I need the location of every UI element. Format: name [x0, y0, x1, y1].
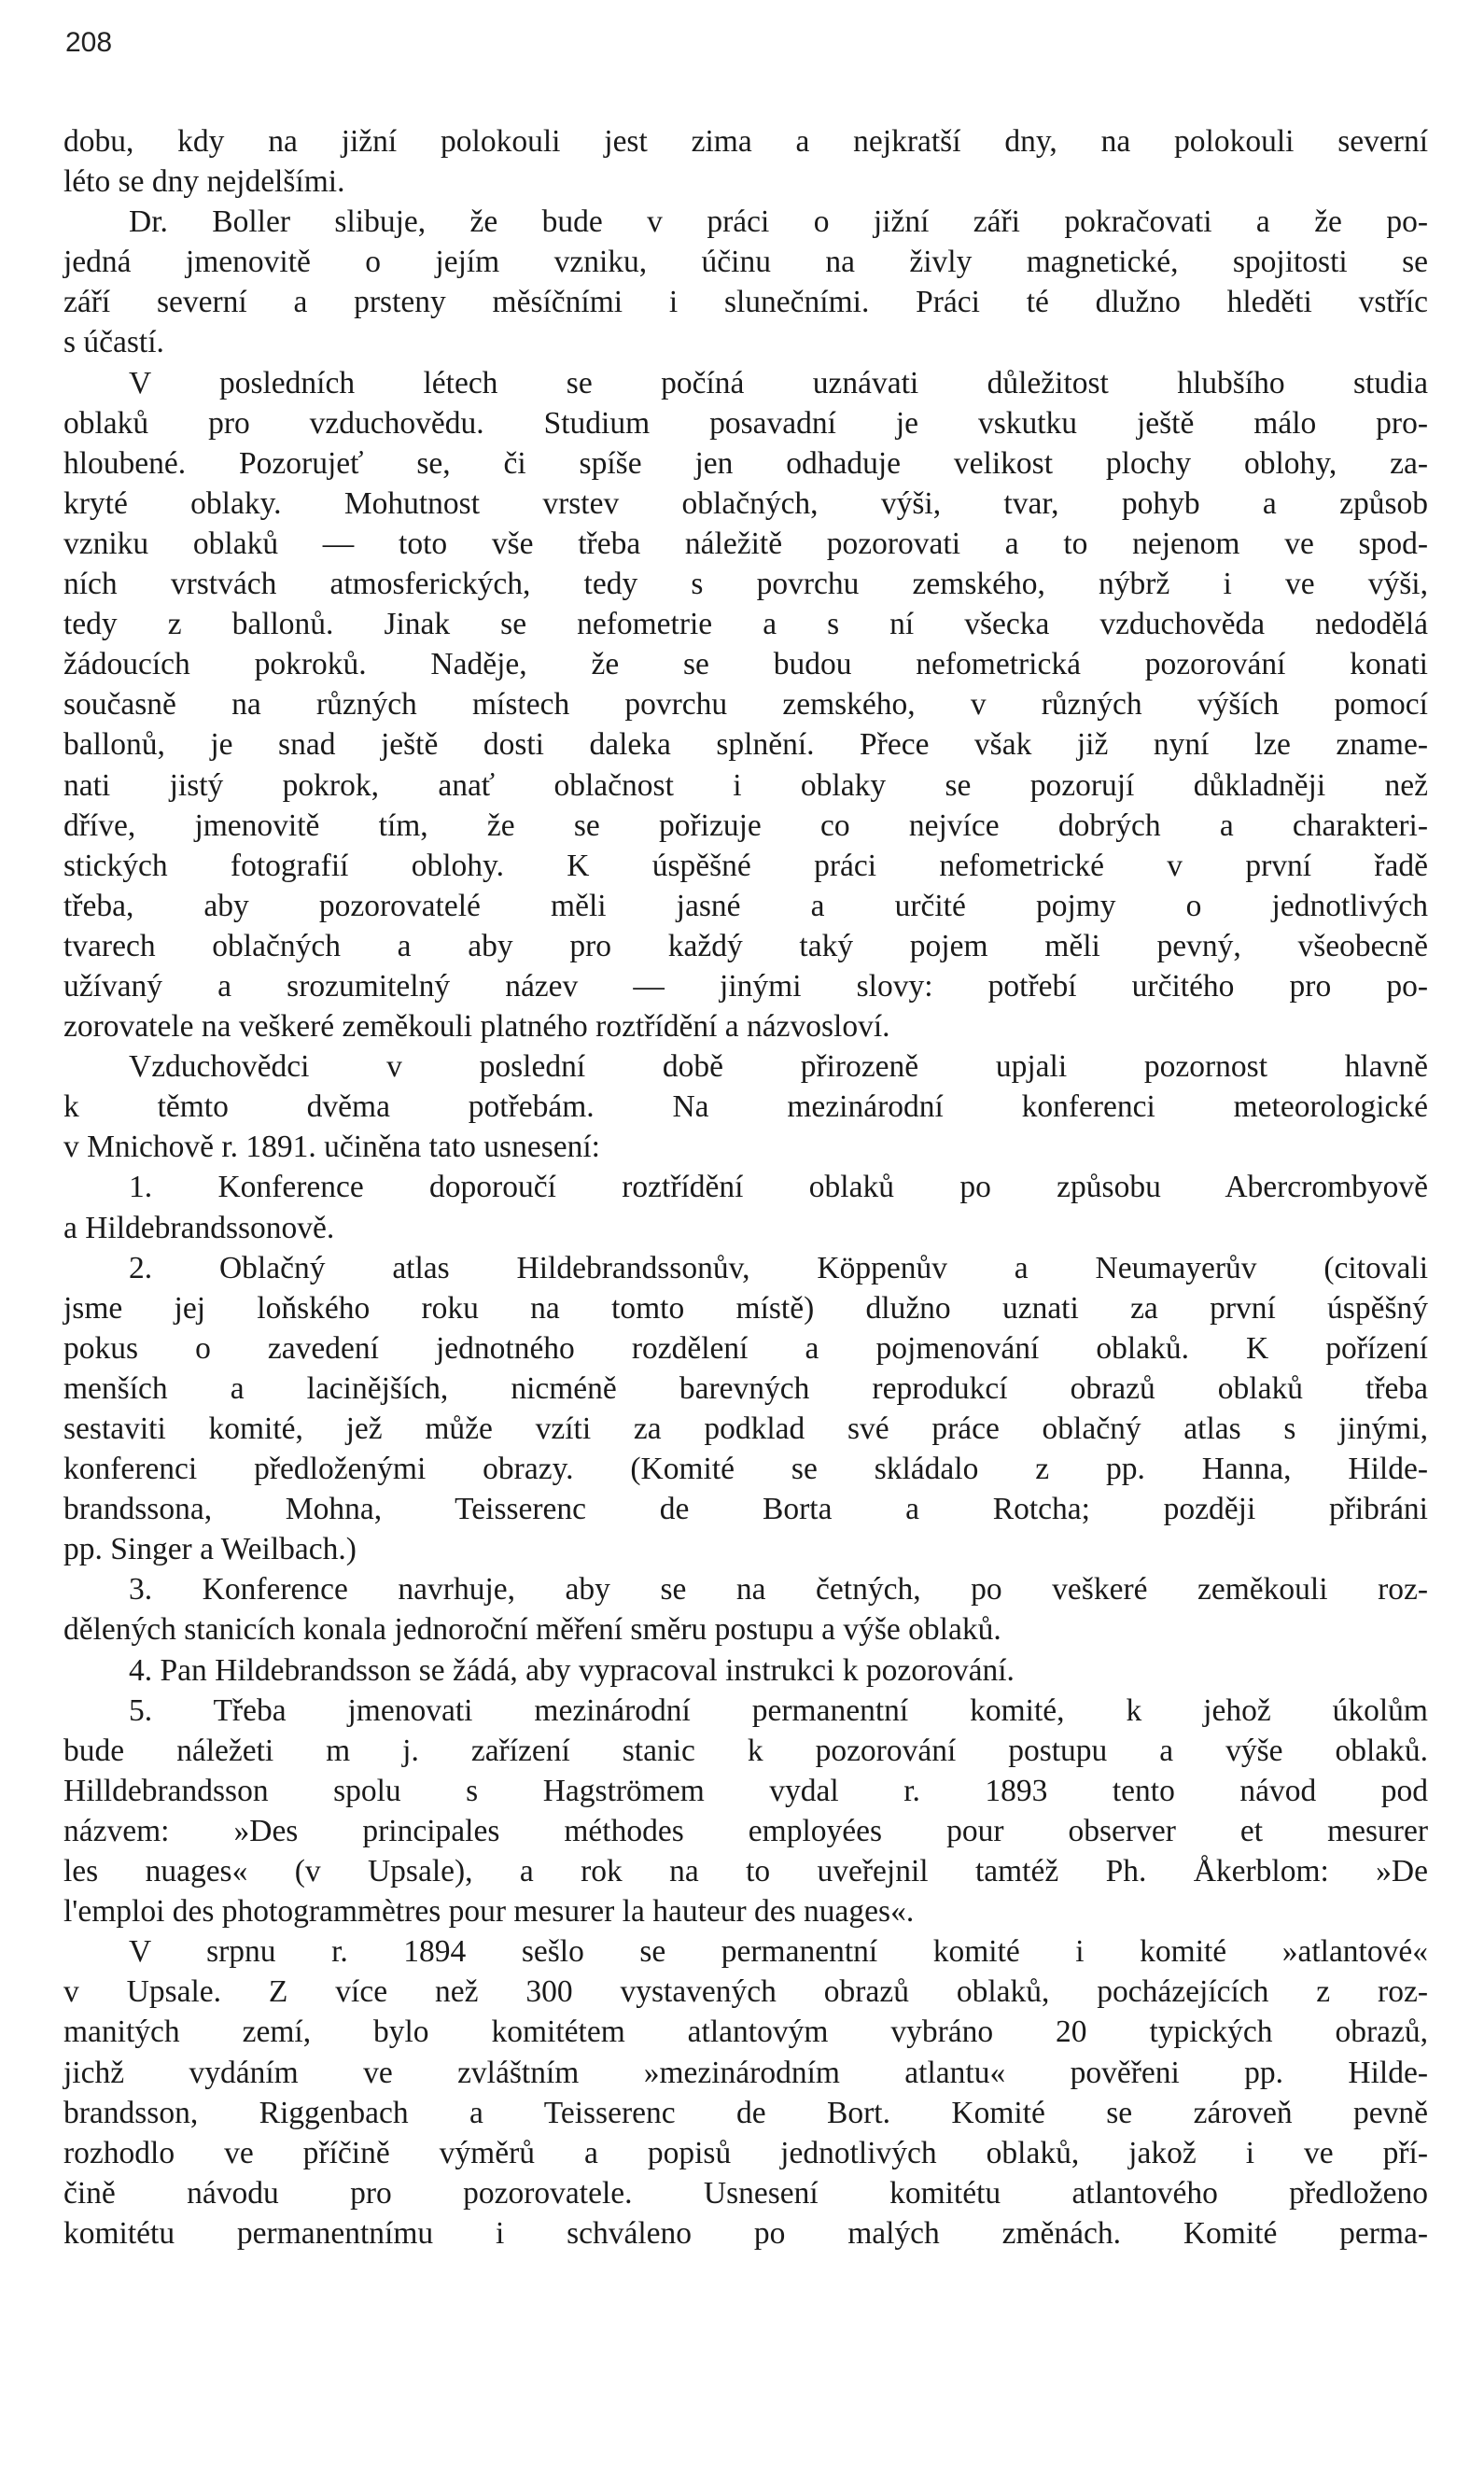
- text-line: a Hildebrandssonově.: [63, 1210, 335, 1245]
- text-line: vzniku oblaků — toto vše třeba náležitě pozorovati a to nejenom ve spod-: [63, 526, 1428, 561]
- text-line: 5. Třeba jmenovati mezinárodní permanentní komité, k jehož úkolům: [129, 1692, 1428, 1728]
- text-line: brandsson, Riggenbach a Teisserenc de Bort. Komité se zároveň pevně: [63, 2095, 1428, 2130]
- text-line: zorovatele na veškeré zeměkouli platného roztřídění a názvosloví.: [63, 1009, 890, 1045]
- text-line: hloubené. Pozorujeť se, či spíše jen odhaduje velikost plochy oblohy, za-: [63, 445, 1428, 481]
- text-line: užívaný a srozumitelný název — jinými slovy: potřebí určitého pro po-: [63, 968, 1428, 1004]
- text-line: V srpnu r. 1894 sešlo se permanentní komité i komité »atlantové«: [129, 1934, 1428, 1970]
- text-line: menších a lacinějších, nicméně barevných reprodukcí obrazů oblaků třeba: [63, 1370, 1428, 1406]
- page-number: 208: [65, 27, 113, 58]
- text-line: 1. Konference doporoučí roztřídění oblaků po způsobu Abercrombyově: [129, 1170, 1428, 1205]
- text-line: dříve, jmenovitě tím, že se pořizuje co nejvíce dobrých a charakteri-: [63, 807, 1428, 843]
- text-line: v Mnichově r. 1891. učiněna tato usnesení:: [63, 1130, 600, 1165]
- text-line: komitétu permanentnímu i schváleno po malých změnách. Komité perma-: [63, 2215, 1428, 2251]
- text-line: kryté oblaky. Mohutnost vrstev oblačných, výši, tvar, pohyb a způsob: [63, 485, 1428, 521]
- text-line: třeba, aby pozorovatelé měli jasné a určité pojmy o jednotlivých: [63, 888, 1428, 923]
- text-line: les nuages« (v Upsale), a rok na to uveřejnil tamtéž Ph. Åkerblom: »De: [63, 1854, 1428, 1889]
- text-line: jedná jmenovitě o jejím vzniku, účinu na živly magnetické, spojitosti se: [63, 245, 1428, 280]
- text-line: oblaků pro vzduchovědu. Studium posavadní je vskutku ještě málo pro-: [63, 405, 1428, 441]
- text-line: Hilldebrandsson spolu s Hagströmem vydal r. 1893 tento návod pod: [63, 1773, 1428, 1808]
- text-line: názvem: »Des principales méthodes employées pour observer et mesurer: [63, 1813, 1428, 1848]
- text-line: pp. Singer a Weilbach.): [63, 1532, 357, 1567]
- text-line: k těmto dvěma potřebám. Na mezinárodní konferenci meteorologické: [63, 1089, 1428, 1125]
- text-line: manitých zemí, bylo komitétem atlantovým vybráno 20 typických obrazů,: [63, 2015, 1428, 2050]
- body-text: [63, 121, 1428, 2253]
- text-line: rozhodlo ve příčině výměrů a popisů jednotlivých oblaků, jakož i ve pří-: [63, 2135, 1428, 2170]
- text-line: l'emploi des photogrammètres pour mesurer la hauteur des nuages«.: [63, 1894, 915, 1930]
- text-line: ballonů, je snad ještě dosti daleka splnění. Přece však již nyní lze zname-: [63, 727, 1428, 763]
- text-line: současně na různých místech povrchu zemského, v různých výších pomocí: [63, 687, 1428, 723]
- text-line: jsme jej loňského roku na tomto místě) dlužno uznati za první úspěšný: [63, 1290, 1428, 1326]
- text-line: léto se dny nejdelšími.: [63, 164, 345, 200]
- text-line: čině návodu pro pozorovatele. Usnesení komitétu atlantového předloženo: [63, 2175, 1428, 2211]
- text-line: žádoucích pokroků. Naděje, že se budou nefometrická pozorování konati: [63, 647, 1428, 682]
- text-line: pokus o zavedení jednotného rozdělení a pojmenování oblaků. K pořízení: [63, 1330, 1428, 1366]
- text-line: brandssona, Mohna, Teisserenc de Borta a Rotcha; později přibráni: [63, 1492, 1428, 1527]
- text-line: ních vrstvách atmosferických, tedy s povrchu zemského, nýbrž i ve výši,: [63, 567, 1428, 602]
- text-line: 2. Oblačný atlas Hildebrandssonův, Köppenův a Neumayerův (citovali: [129, 1250, 1428, 1285]
- text-line: 3. Konference navrhuje, aby se na četných, po veškeré zeměkouli roz-: [129, 1572, 1428, 1608]
- text-line: V posledních létech se počíná uznávati důležitost hlubšího studia: [129, 365, 1428, 400]
- text-line: 4. Pan Hildebrandsson se žádá, aby vypracoval instrukci k pozorování.: [129, 1652, 1015, 1688]
- text-line: dobu, kdy na jižní polokouli jest zima a nejkratší dny, na polokouli severní: [63, 124, 1428, 159]
- text-line: sestaviti komité, jež může vzíti za podklad své práce oblačný atlas s jinými,: [63, 1411, 1428, 1446]
- text-line: konferenci předloženými obrazy. (Komité se skládalo z pp. Hanna, Hilde-: [63, 1452, 1428, 1487]
- text-line: tedy z ballonů. Jinak se nefometrie a s ní všecka vzduchověda nedodělá: [63, 607, 1428, 642]
- text-line: nati jistý pokrok, anať oblačnost i oblaky se pozorují důkladněji než: [63, 767, 1428, 803]
- text-line: tvarech oblačných a aby pro každý taký pojem měli pevný, všeobecně: [63, 928, 1428, 963]
- text-line: Vzduchovědci v poslední době přirozeně upjali pozornost hlavně: [129, 1049, 1428, 1085]
- text-line: září severní a prsteny měsíčními i slunečními. Práci té dlužno hleděti vstříc: [63, 285, 1428, 320]
- text-line: s účastí.: [63, 325, 164, 360]
- text-line: stických fotografií oblohy. K úspěšné práci nefometrické v první řadě: [63, 848, 1428, 883]
- text-line: jichž vydáním ve zvláštním »mezinárodním atlantu« pověřeni pp. Hilde-: [63, 2055, 1428, 2090]
- text-line: bude náležeti m j. zařízení stanic k pozorování postupu a výše oblaků.: [63, 1733, 1428, 1768]
- text-line: dělených stanicích konala jednoroční měření směru postupu a výše oblaků.: [63, 1612, 1001, 1648]
- text-line: Dr. Boller slibuje, že bude v práci o jižní záři pokračovati a že po-: [129, 204, 1428, 240]
- text-line: v Upsale. Z více než 300 vystavených obrazů oblaků, pocházejících z roz-: [63, 1974, 1428, 2010]
